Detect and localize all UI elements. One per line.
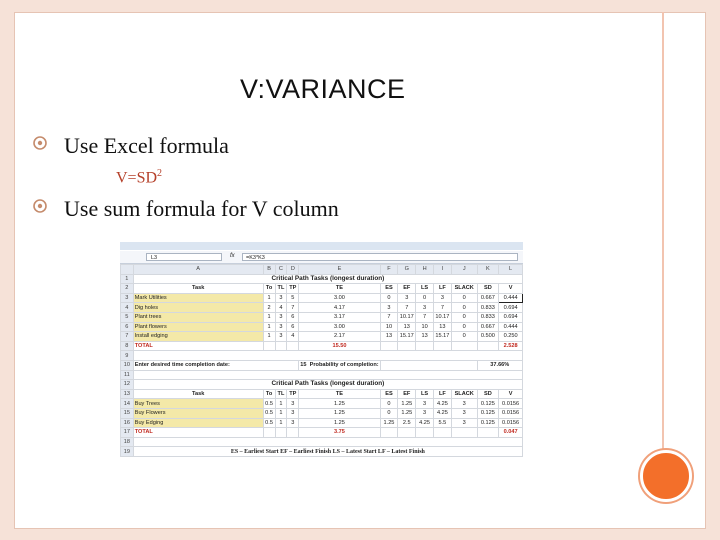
probability-value[interactable]: 37.66% — [477, 360, 522, 370]
total-label[interactable]: TOTAL — [133, 428, 263, 438]
cell-slack[interactable]: 0 — [451, 293, 477, 303]
cell-ls[interactable]: 10 — [416, 322, 434, 332]
table-row — [121, 418, 523, 428]
cell-slack[interactable]: 0 — [451, 303, 477, 313]
cell-ef[interactable]: 1.25 — [398, 408, 416, 418]
cell[interactable] — [398, 341, 416, 351]
cell-ef[interactable]: 10.17 — [399, 314, 414, 321]
cell-sd[interactable]: 0.125 — [477, 418, 499, 428]
header-cell[interactable]: EF — [398, 389, 416, 399]
cell-tp[interactable]: 6 — [287, 322, 299, 332]
header-cell[interactable]: TP — [287, 389, 299, 399]
ribbon-strip — [120, 242, 523, 250]
decorative-line — [662, 12, 664, 450]
bullet-text: Use sum formula for V column — [64, 196, 339, 221]
empty-row[interactable] — [133, 370, 522, 380]
cell[interactable] — [433, 428, 451, 438]
cell[interactable] — [287, 341, 299, 351]
cell-tp[interactable]: 3 — [287, 418, 299, 428]
cell-te[interactable]: 1.25 — [299, 399, 380, 409]
worksheet-grid — [120, 264, 523, 457]
cell-tp[interactable]: 5 — [287, 293, 299, 303]
cell-slack[interactable]: 0 — [451, 332, 477, 342]
cell[interactable] — [398, 428, 416, 438]
cell-lf[interactable]: 5.5 — [433, 418, 451, 428]
cell-to[interactable]: 1 — [263, 312, 275, 322]
cell-tp[interactable]: 3 — [287, 399, 299, 409]
cell-v[interactable]: 0.444 — [499, 322, 523, 332]
col-header[interactable]: B — [263, 265, 275, 275]
cell-ef[interactable]: 15.17 — [399, 333, 414, 340]
col-header[interactable]: L — [499, 265, 523, 275]
formula-base: V=SD — [116, 169, 158, 187]
cell-slack[interactable]: 3 — [451, 418, 477, 428]
header-cell[interactable]: To — [263, 389, 275, 399]
cell-v[interactable]: 0.0156 — [499, 399, 523, 409]
cell-slack[interactable]: 3 — [451, 399, 477, 409]
row-header[interactable]: 7 — [121, 332, 134, 342]
header-cell[interactable]: ES — [380, 389, 398, 399]
cell[interactable] — [380, 360, 477, 370]
cell-ls[interactable]: 4.25 — [416, 418, 434, 428]
cell-te[interactable]: 2.17 — [299, 332, 380, 342]
header-cell[interactable]: Task — [133, 389, 263, 399]
header-cell[interactable]: Task — [133, 284, 263, 294]
header-cell[interactable]: SD — [477, 389, 499, 399]
cell-v[interactable]: 0.0156 — [499, 418, 523, 428]
legend-row — [121, 447, 523, 457]
cell-tl[interactable]: 1 — [275, 418, 287, 428]
task-cell[interactable]: Buy Trees — [133, 399, 263, 409]
cell-v[interactable]: 0.694 — [499, 312, 523, 322]
col-header[interactable]: F — [380, 265, 398, 275]
cell-to[interactable]: 0.5 — [263, 399, 275, 409]
cell[interactable] — [380, 428, 398, 438]
completion-row — [121, 360, 523, 370]
cell-lf[interactable]: 4.25 — [433, 399, 451, 409]
table-row — [121, 370, 523, 380]
cell-es[interactable]: 3 — [380, 303, 398, 313]
cell-slack[interactable]: 3 — [451, 408, 477, 418]
cell-es[interactable]: 7 — [380, 312, 398, 322]
cell-te[interactable]: 3.00 — [299, 322, 380, 332]
header-cell[interactable]: SD — [477, 284, 499, 294]
header-cell[interactable]: EF — [398, 284, 416, 294]
row-header[interactable]: 12 — [121, 380, 134, 390]
task-cell[interactable]: Plant flowers — [133, 322, 263, 332]
col-header[interactable]: A — [133, 265, 263, 275]
cell-ls[interactable]: 0 — [416, 293, 434, 303]
row-header[interactable]: 14 — [121, 399, 134, 409]
task-cell[interactable]: Buy Edging — [133, 418, 263, 428]
table-row — [121, 351, 523, 361]
cell-te[interactable]: 1.25 — [299, 408, 380, 418]
bullet-item-2 — [64, 196, 339, 222]
slide-title: V:VARIANCE — [240, 74, 406, 104]
total-v[interactable]: 2.528 — [499, 341, 523, 351]
column-header-row — [121, 265, 523, 275]
variance-formula — [116, 168, 162, 187]
cell[interactable] — [263, 341, 275, 351]
cell[interactable] — [451, 428, 477, 438]
table-row — [121, 332, 523, 342]
bullet-item-1 — [64, 133, 229, 159]
header-cell[interactable]: LF — [433, 284, 451, 294]
header-cell[interactable]: TP — [287, 284, 299, 294]
col-header[interactable]: J — [451, 265, 477, 275]
corner-cell[interactable] — [121, 265, 134, 275]
cell-v[interactable]: 0.444 — [499, 293, 523, 303]
empty-row[interactable] — [133, 351, 522, 361]
row-header[interactable]: 13 — [121, 389, 134, 399]
total-v[interactable]: 0.047 — [499, 428, 523, 438]
completion-number: 15 — [300, 362, 307, 369]
cell-to[interactable]: 0.5 — [263, 418, 275, 428]
cell-ls[interactable]: 13 — [416, 332, 434, 342]
empty-row[interactable] — [133, 437, 522, 447]
row-header[interactable]: 5 — [121, 312, 134, 322]
row-header[interactable]: 15 — [121, 408, 134, 418]
cell-lf[interactable]: 7 — [433, 303, 451, 313]
cell-ef[interactable]: 13 — [398, 322, 416, 332]
name-box[interactable]: L3 — [146, 253, 222, 261]
cell-sd[interactable]: 0.833 — [477, 312, 499, 322]
cell-es[interactable]: 1.25 — [380, 418, 398, 428]
col-header[interactable]: H — [416, 265, 434, 275]
cell-tl[interactable]: 3 — [275, 322, 287, 332]
task-cell[interactable]: Dig holes — [133, 303, 263, 313]
total-row-1 — [121, 341, 523, 351]
table-row — [121, 293, 523, 303]
row-header[interactable]: 17 — [121, 428, 134, 438]
cell-tp[interactable]: 4 — [287, 332, 299, 342]
flower-bullet-icon — [32, 135, 48, 151]
total-te[interactable]: 3.75 — [299, 428, 380, 438]
cell-ef[interactable]: 3 — [398, 293, 416, 303]
col-header[interactable]: K — [477, 265, 499, 275]
cell[interactable] — [477, 428, 499, 438]
row-header[interactable]: 8 — [121, 341, 134, 351]
cell-lf[interactable]: 10.17 — [435, 314, 450, 321]
cell-ls[interactable]: 3 — [416, 303, 434, 313]
row-header[interactable]: 9 — [121, 351, 134, 361]
row-header[interactable]: 6 — [121, 322, 134, 332]
cell-v[interactable]: 0.0156 — [499, 408, 523, 418]
cell-to[interactable]: 1 — [263, 322, 275, 332]
header-cell[interactable]: ES — [380, 284, 398, 294]
header-cell[interactable]: TL — [275, 389, 287, 399]
row-header[interactable]: 10 — [121, 360, 134, 370]
cell-es[interactable]: 0 — [380, 399, 398, 409]
header-cell[interactable]: V — [499, 284, 523, 294]
cell-tl[interactable]: 3 — [275, 293, 287, 303]
cell-sd[interactable]: 0.667 — [477, 293, 499, 303]
cell-slack[interactable]: 0 — [451, 312, 477, 322]
task-cell[interactable]: Plant trees — [133, 312, 263, 322]
bullet-text: Use Excel formula — [64, 133, 229, 158]
cell-to[interactable]: 0.5 — [263, 408, 275, 418]
cell[interactable] — [275, 428, 287, 438]
row-header[interactable]: 1 — [121, 274, 134, 284]
cell-es[interactable]: 10 — [380, 322, 398, 332]
cell-tp[interactable]: 6 — [287, 312, 299, 322]
row-header[interactable]: 2 — [121, 284, 134, 294]
cell-to[interactable]: 1 — [263, 293, 275, 303]
cell-sd[interactable]: 0.125 — [477, 408, 499, 418]
total-row-2 — [121, 428, 523, 438]
cell-tl[interactable]: 3 — [275, 312, 287, 322]
cell-lf[interactable]: 4.25 — [433, 408, 451, 418]
cell-te[interactable]: 4.17 — [299, 303, 380, 313]
header-cell[interactable]: TL — [275, 284, 287, 294]
row-header[interactable]: 4 — [121, 303, 134, 313]
task-cell[interactable]: Buy Flowers — [133, 408, 263, 418]
cell[interactable] — [275, 341, 287, 351]
total-label[interactable]: TOTAL — [133, 341, 263, 351]
col-header[interactable]: E — [299, 265, 380, 275]
row-header[interactable]: 16 — [121, 418, 134, 428]
cell-lf[interactable]: 13 — [433, 322, 451, 332]
cell-to[interactable]: 2 — [263, 303, 275, 313]
cell[interactable] — [477, 341, 499, 351]
cell-te[interactable]: 3.17 — [299, 312, 380, 322]
flower-bullet-icon — [32, 198, 48, 214]
formula-bar — [120, 251, 523, 264]
cell-v[interactable]: 0.694 — [499, 303, 523, 313]
task-cell[interactable]: Install edging — [133, 332, 263, 342]
header-cell[interactable]: SLACK — [451, 389, 477, 399]
cell-tl[interactable]: 1 — [275, 399, 287, 409]
cell[interactable] — [263, 428, 275, 438]
table-row — [121, 408, 523, 418]
cell-ls[interactable]: 3 — [416, 399, 434, 409]
completion-value[interactable] — [299, 360, 380, 370]
table-row — [121, 322, 523, 332]
cell-es[interactable]: 0 — [380, 408, 398, 418]
cell-es[interactable]: 13 — [380, 332, 398, 342]
cell-ls[interactable]: 3 — [416, 408, 434, 418]
cell-lf[interactable]: 3 — [433, 293, 451, 303]
formula-exponent: 2 — [157, 168, 163, 179]
cell-tl[interactable]: 4 — [275, 303, 287, 313]
total-te[interactable]: 15.50 — [299, 341, 380, 351]
cell-sd[interactable]: 0.667 — [477, 322, 499, 332]
cell-ls[interactable]: 7 — [416, 312, 434, 322]
probability-label: Probability of completion: — [309, 362, 379, 369]
cell-te[interactable]: 1.25 — [299, 418, 380, 428]
decorative-circle — [640, 450, 692, 502]
cell[interactable] — [380, 341, 398, 351]
table-row — [121, 274, 523, 284]
header-row-2 — [121, 389, 523, 399]
row-header[interactable]: 11 — [121, 370, 134, 380]
cell-sd[interactable]: 0.500 — [477, 332, 499, 342]
header-cell[interactable]: To — [263, 284, 275, 294]
header-row-1 — [121, 284, 523, 294]
cell-ef[interactable]: 2.5 — [398, 418, 416, 428]
table-row — [121, 380, 523, 390]
legend-text[interactable]: ES – Earliest Start EF – Earliest Finish LS – Latest Start LF – Latest Finish — [133, 447, 522, 457]
cell-sd[interactable]: 0.833 — [477, 303, 499, 313]
completion-label[interactable]: Enter desired time completion date: — [133, 360, 299, 370]
header-cell[interactable]: LS — [416, 389, 434, 399]
cell-es[interactable]: 0 — [380, 293, 398, 303]
cell-tp[interactable]: 7 — [287, 303, 299, 313]
cell-te[interactable]: 3.00 — [299, 293, 380, 303]
fx-icon[interactable]: fx — [230, 253, 235, 259]
cell[interactable] — [287, 428, 299, 438]
excel-screenshot — [120, 242, 523, 478]
cell-tl[interactable]: 3 — [275, 332, 287, 342]
row-header[interactable]: 18 — [121, 437, 134, 447]
task-cell[interactable]: Mark Utilities — [133, 293, 263, 303]
table-row — [121, 437, 523, 447]
col-header[interactable]: C — [275, 265, 287, 275]
cell[interactable] — [416, 428, 434, 438]
table-row — [121, 303, 523, 313]
cell[interactable] — [433, 341, 451, 351]
formula-input[interactable]: =K3*K3 — [242, 253, 518, 261]
header-cell[interactable]: TE — [299, 284, 380, 294]
table-title-2[interactable]: Critical Path Tasks (longest duration) — [133, 380, 522, 390]
cell-v[interactable]: 0.250 — [499, 332, 523, 342]
table-row — [121, 312, 523, 322]
cell[interactable] — [416, 341, 434, 351]
header-cell[interactable]: LS — [416, 284, 434, 294]
header-cell[interactable]: LF — [433, 389, 451, 399]
col-header[interactable]: G — [398, 265, 416, 275]
table-row — [121, 399, 523, 409]
col-header[interactable]: D — [287, 265, 299, 275]
col-header[interactable]: I — [433, 265, 451, 275]
cell-lf[interactable]: 15.17 — [435, 333, 450, 340]
header-cell[interactable]: V — [499, 389, 523, 399]
row-header[interactable]: 19 — [121, 447, 134, 457]
cell-ef[interactable]: 7 — [398, 303, 416, 313]
cell-sd[interactable]: 0.125 — [477, 399, 499, 409]
header-cell[interactable]: TE — [299, 389, 380, 399]
row-header[interactable]: 3 — [121, 293, 134, 303]
cell-slack[interactable]: 0 — [451, 322, 477, 332]
header-cell[interactable]: SLACK — [451, 284, 477, 294]
cell[interactable] — [451, 341, 477, 351]
cell-tp[interactable]: 3 — [287, 408, 299, 418]
cell-ef[interactable]: 1.25 — [398, 399, 416, 409]
cell-to[interactable]: 1 — [263, 332, 275, 342]
cell-tl[interactable]: 1 — [275, 408, 287, 418]
table-title-1[interactable]: Critical Path Tasks (longest duration) — [133, 274, 522, 284]
